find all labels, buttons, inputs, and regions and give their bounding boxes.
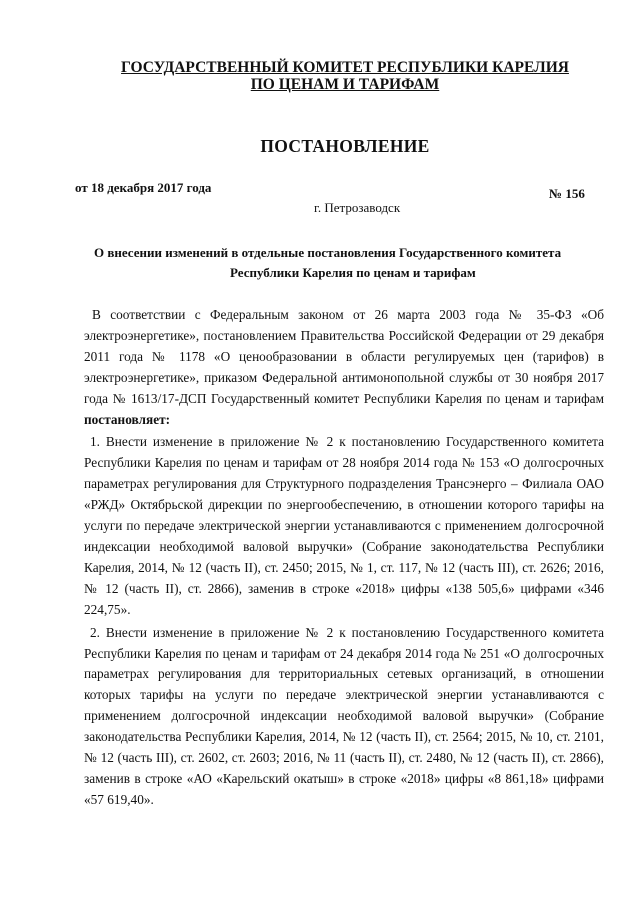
document-type-title: ПОСТАНОВЛЕНИЕ <box>260 136 430 156</box>
document-subject <box>94 243 614 283</box>
item-paragraph-1: 1. Внести изменение в приложение № 2 к постановлению Государственного комитета Республики Карелия по ценам и тарифам от 28 ноября 2014 года № 153 «О долгосрочных параметрах регулирования для Структурного подразделения Трансэнерго – Филиала ОАО «РЖД» Октябрьской дирекции по энергообеспечению, в отношении которого тарифы на услуги по передаче электрической энергии устанавливаются с применением долгосрочной индексации необходимой валовой выручки» (Собрание законодательства Республики Карелия, 2014, № 12 (часть II), ст. 2450; 2015, № 1, ст. 117, № 12 (часть III), ст. 2626; 2016, № 12 (часть II), ст. 2866), заменив в строке «2018» цифры «138 505,6» цифрами «346 224,75». <box>84 434 604 617</box>
subject-line2: Республики Карелия по ценам и тарифам <box>230 265 476 280</box>
document-date: от 18 декабря 2017 года <box>75 180 212 195</box>
document-city: г. Петрозаводск <box>314 200 401 215</box>
document-number: № 156 <box>549 186 585 201</box>
intro-text: В соответствии с Федеральным законом от 26 марта 2003 года № 35-ФЗ «Об электроэнергетике», постановлением Правительства Российской Федерации от 29 декабря 2011 года № 1178 «О ценообразовании в области регулируемых цен (тарифов) в электроэнергетике», приказом Федеральной антимонопольной службы от 30 ноября 2017 года № 1613/17-ДСП Государственный комитет Республики Карелия по ценам и тарифам <box>84 307 604 406</box>
organization-name-line1: ГОСУДАРСТВЕННЫЙ КОМИТЕТ РЕСПУБЛИКИ КАРЕЛИЯ <box>121 59 569 76</box>
document-body <box>84 305 604 813</box>
intro-verb: постановляет: <box>84 411 171 427</box>
organization-name-line2: ПО ЦЕНАМ И ТАРИФАМ <box>250 76 440 93</box>
intro-paragraph <box>84 305 604 430</box>
organization-header <box>0 59 640 93</box>
item-paragraph-2: 2. Внести изменение в приложение № 2 к постановлению Государственного комитета Республики Карелия по ценам и тарифам от 24 декабря 2014 года № 251 «О долгосрочных параметрах регулирования для территориальных сетевых организаций, в отношении которых тарифы на услуги по передаче электрической энергии устанавливаются с применением долгосрочной индексации необходимой валовой выручки» (Собрание законодательства Республики Карелия, 2014, № 12 (часть II), ст. 2564; 2015, № 10, ст. 2101, № 12 (часть III), ст. 2602, ст. 2603; 2016, № 11 (часть II), ст. 2480, № 12 (часть II), ст. 2866), заменив в строке «АО «Карельский окатыш» в строке «2018» цифры «8 861,18» цифрами «57 619,40». <box>84 624 604 807</box>
subject-line1: О внесении изменений в отдельные постановления Государственного комитета <box>94 245 562 260</box>
